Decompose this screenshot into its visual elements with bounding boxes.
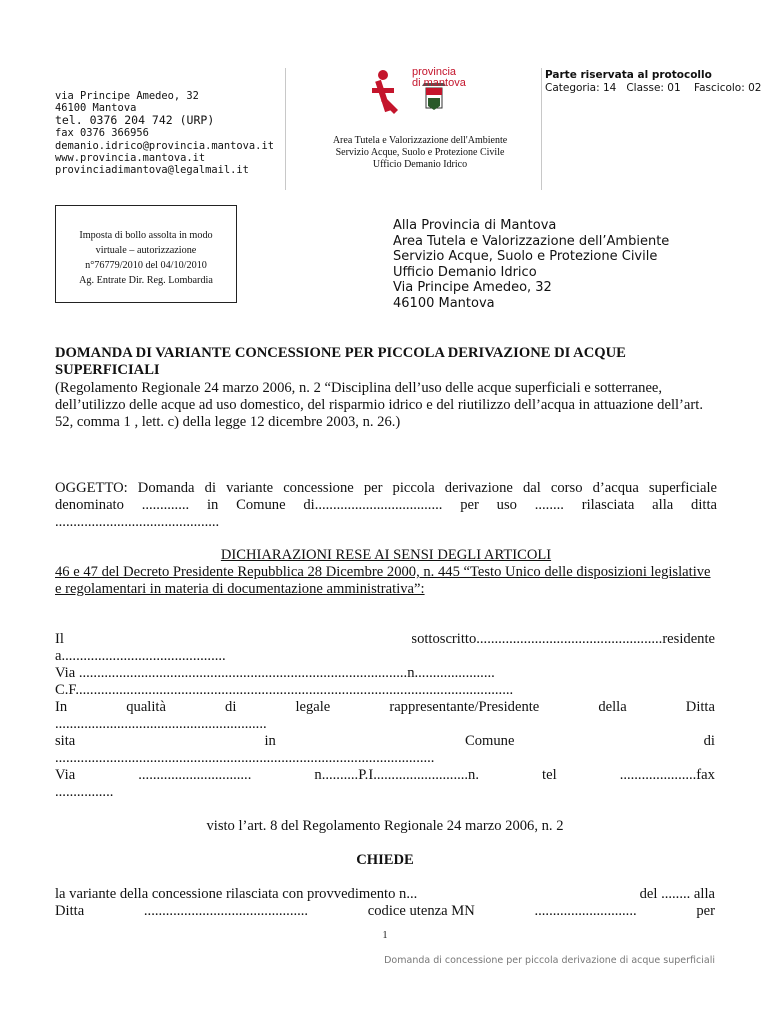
chiede-heading: CHIEDE <box>356 852 414 868</box>
form-field-residence[interactable]: a............................................. <box>55 648 226 664</box>
form-field-street[interactable]: Via ..........................................................................................n...................... <box>55 665 495 681</box>
form-field-phone-fax[interactable]: .....................fax <box>619 767 715 783</box>
form-word-di-2: di <box>703 733 715 749</box>
contact-city: 46100 Mantova <box>55 102 137 115</box>
form-field-tax-code[interactable]: C.F........................................................................................................................ <box>55 682 514 698</box>
request-word-per: per <box>696 903 715 919</box>
tax-stamp-box <box>55 205 237 303</box>
declarations-line-1: DICHIARAZIONI RESE AI SENSI DEGLI ARTICOLI <box>220 547 552 563</box>
address-line-2: Area Tutela e Valorizzazione dell’Ambiente <box>393 233 670 249</box>
form-field-municipality[interactable]: ........................................................................................................ <box>55 750 435 766</box>
page-number: 1 <box>382 930 388 941</box>
regulation-reference: (Regolamento Regionale 24 marzo 2006, n. 2 “Disciplina dell’uso delle acque superficiali e sotterranee, dell’utilizzo delle acque ad uso domestico, del risparmio idrico e del riutilizzo dell’acqua in attuazione dell’art. 52, comma 1 , lett. c) della legge 12 dicembre 2003, n. 26.) <box>55 380 703 430</box>
address-line-6: 46100 Mantova <box>393 295 495 311</box>
contact-phone: tel. 0376 204 742 (URP) <box>55 113 215 128</box>
stamp-line-2: virtuale – autorizzazione <box>95 245 197 256</box>
form-label-il: Il <box>55 631 64 647</box>
header-divider-right <box>541 68 542 190</box>
form-field-undersigned[interactable]: sottoscritto...................................................residente <box>411 631 715 647</box>
address-line-3: Servizio Acque, Suolo e Protezione Civile <box>393 249 658 265</box>
form-word-in-2: in <box>264 733 276 749</box>
form-field-company-street[interactable]: ............................... <box>138 767 252 783</box>
area-line-3: Ufficio Demanio Idrico <box>372 159 468 170</box>
protocol-title: Parte riservata al protocollo <box>545 69 712 81</box>
contact-block <box>55 90 274 176</box>
address-line-1: Alla Provincia di Mantova <box>393 218 557 233</box>
form-word-di: di <box>225 699 237 715</box>
contact-website[interactable]: www.provincia.mantova.it <box>55 151 206 164</box>
form-word-sita: sita <box>55 733 76 749</box>
visto-line: visto l’art. 8 del Regolamento Regionale 24 marzo 2006, n. 2 <box>206 818 564 834</box>
running-footer: Domanda di concessione per piccola derivazione di acque superficiali <box>384 955 715 966</box>
request-field-date[interactable]: del ........ alla <box>639 886 715 902</box>
form-row-location <box>55 733 715 750</box>
subject-paragraph: OGGETTO: Domanda di variante concessione per piccola derivazione dal corso d’acqua superficiale denominato ............. in Comune di................................... per uso ........ rilasciata alla ditta ............................................. <box>55 480 717 530</box>
request-field-user-code[interactable]: ............................ <box>534 903 637 919</box>
area-line-1: Area Tutela e Valorizzazione dell'Ambiente <box>332 135 508 146</box>
stamp-line-4: Ag. Entrate Dir. Reg. Lombardia <box>79 275 213 286</box>
form-word-tel: tel <box>542 767 557 783</box>
request-text-1: la variante della concessione rilasciata con provvedimento n... <box>55 886 418 902</box>
form-row-representative <box>55 699 715 716</box>
address-line-5: Via Principe Amedeo, 32 <box>393 280 552 296</box>
form-field-company[interactable]: .......................................................... <box>55 716 267 732</box>
logo-line-1: provincia <box>412 66 457 78</box>
contact-fax: fax 0376 366956 <box>55 127 149 140</box>
protocol-detail: Categoria: 14 Classe: 01 Fascicolo: 02 <box>545 82 762 94</box>
form-word-via: Via <box>55 767 76 783</box>
contact-email[interactable]: demanio.idrico@provincia.mantova.it <box>55 139 274 152</box>
form-word-in: In <box>55 699 68 715</box>
logo-line-2: di mantova <box>412 77 466 89</box>
form-field-fax[interactable]: ................ <box>55 784 114 800</box>
form-word-qualita: qualità <box>126 699 166 715</box>
request-label-user-code: codice utenza MN <box>367 903 475 919</box>
protocol-box <box>545 69 761 95</box>
document-title: DOMANDA DI VARIANTE CONCESSIONE PER PICCOLA DERIVAZIONE DI ACQUE SUPERFICIALI <box>55 345 626 378</box>
area-header <box>300 135 540 171</box>
form-word-comune: Comune <box>464 733 515 749</box>
header-divider-left <box>285 68 286 190</box>
form-row-contacts <box>55 767 715 784</box>
stamp-line-1: Imposta di bollo assolta in modo <box>79 230 213 241</box>
form-word-ditta: Ditta <box>685 699 715 715</box>
form-word-della: della <box>598 699 627 715</box>
form-word-rappresentante: rappresentante/Presidente <box>389 699 540 715</box>
declarations-heading <box>55 547 717 598</box>
request-word-ditta: Ditta <box>55 903 85 919</box>
recipient-address <box>393 218 669 312</box>
contact-pec[interactable]: provinciadimantova@legalmail.it <box>55 164 249 177</box>
stamp-line-3: n°76779/2010 del 04/10/2010 <box>85 260 207 271</box>
request-row-1 <box>55 886 715 903</box>
request-row-2 <box>55 903 715 920</box>
form-word-legale: legale <box>295 699 331 715</box>
logo-wordmark <box>412 67 466 89</box>
request-field-company[interactable]: ............................................. <box>143 903 309 919</box>
form-row-undersigned <box>55 631 715 648</box>
contact-street: via Principe Amedeo, 32 <box>55 90 199 102</box>
declarations-line-2: 46 e 47 del Decreto Presidente Repubblica 28 Dicembre 2000, n. 445 “Testo Unico delle disposizioni legislative e regolamentari in materia di documentazione amministrativa”: <box>55 564 711 597</box>
form-field-number-vat[interactable]: n..........P.I..........................n. <box>314 767 479 783</box>
address-line-4: Ufficio Demanio Idrico <box>393 264 537 280</box>
area-line-2: Servizio Acque, Suolo e Protezione Civile <box>335 147 505 158</box>
